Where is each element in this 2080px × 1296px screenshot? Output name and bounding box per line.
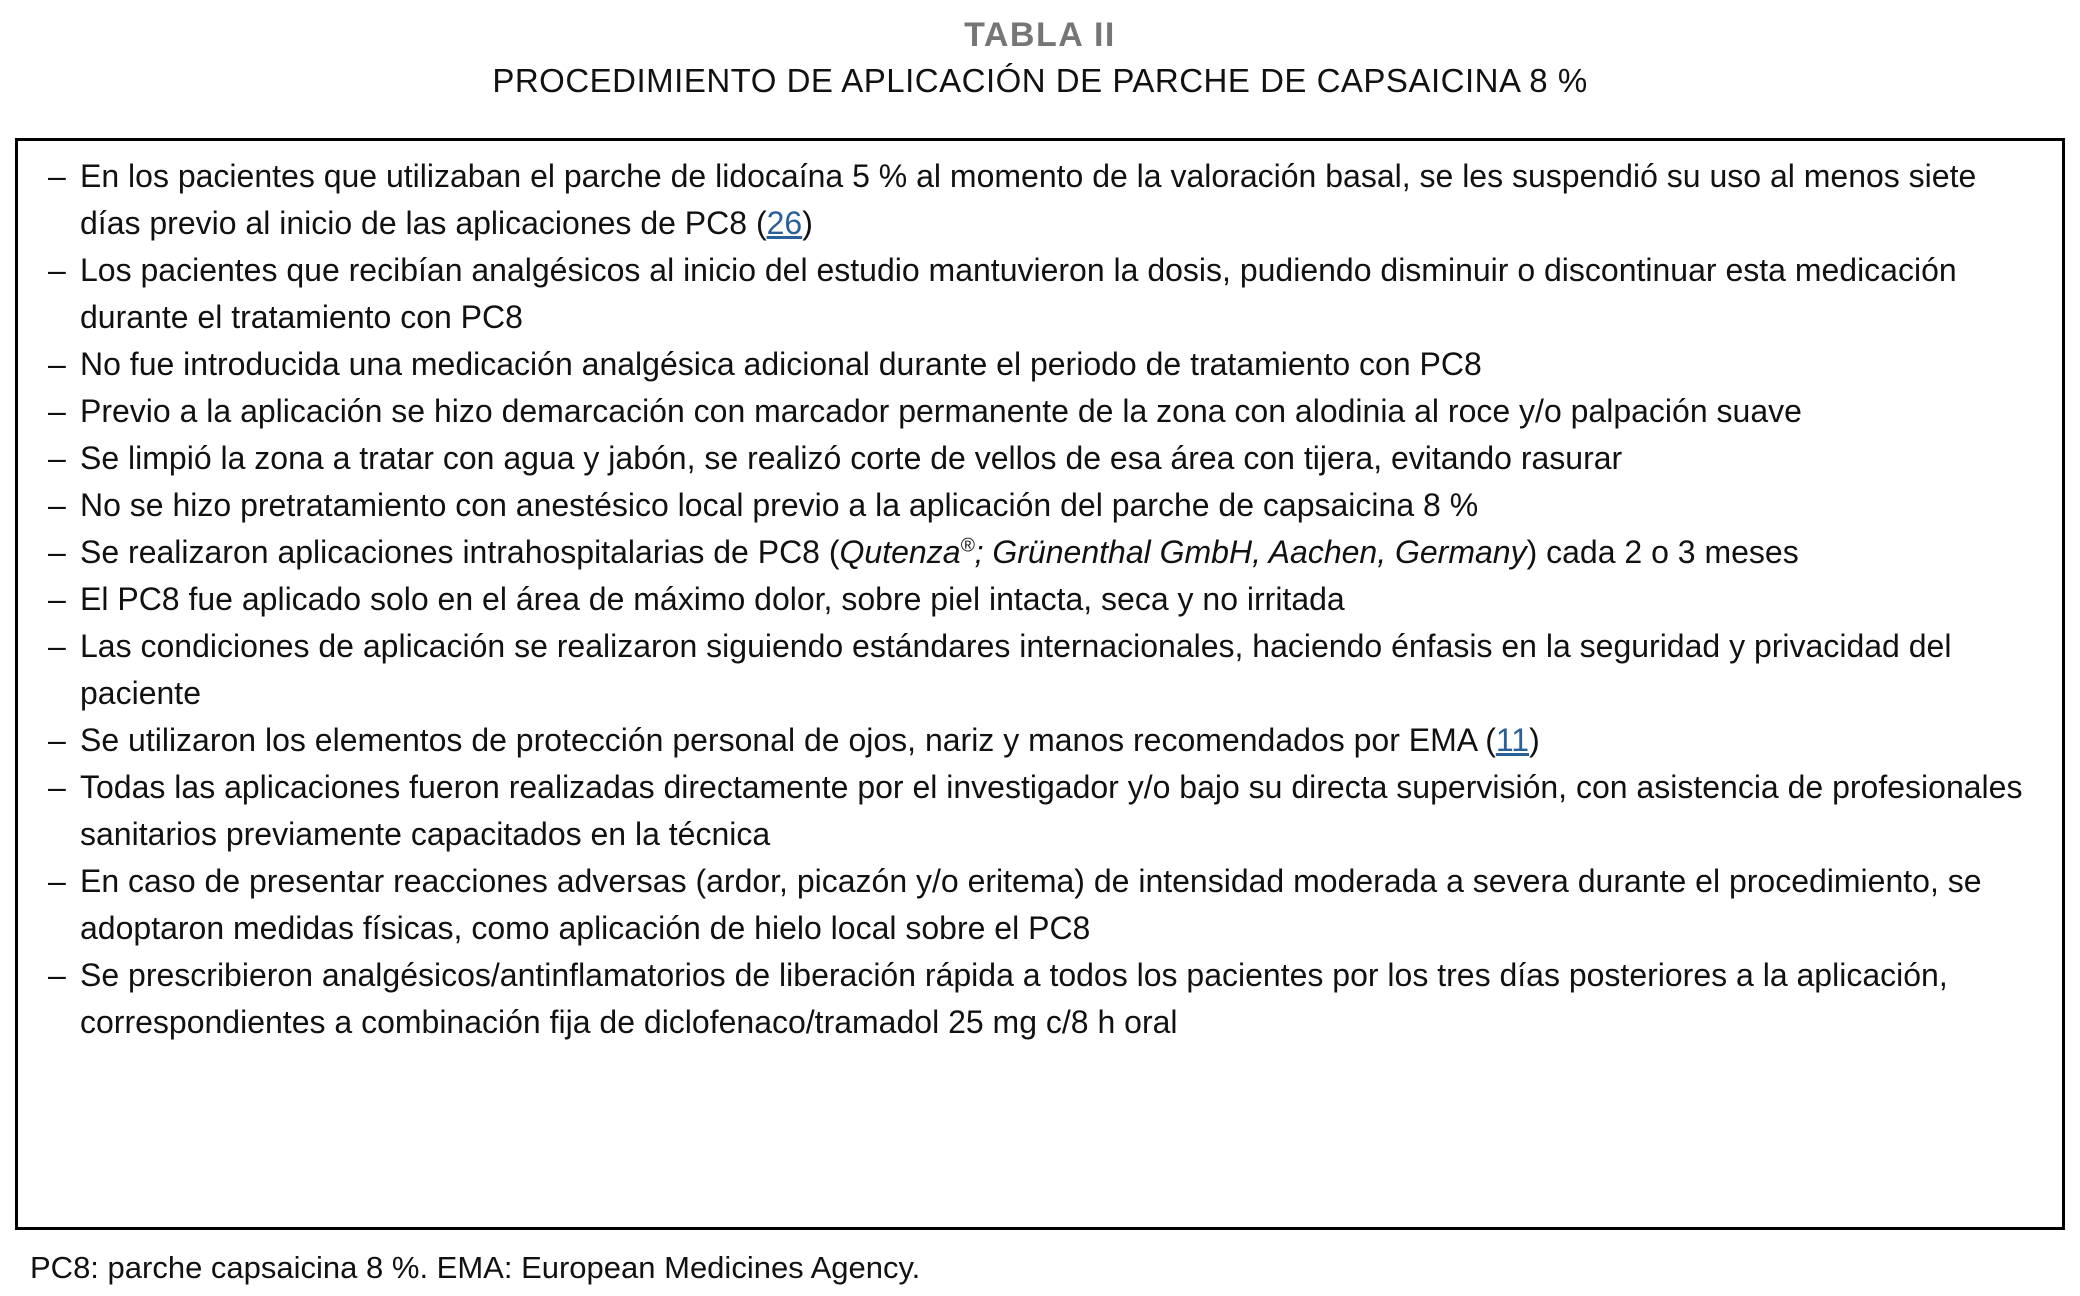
text-segment: El PC8 fue aplicado solo en el área de máximo dolor, sobre piel intacta, seca y no irritada xyxy=(80,581,1345,617)
bullet-dash-icon: – xyxy=(48,440,66,476)
table-row xyxy=(48,153,2036,247)
text-segment: Se realizaron aplicaciones intrahospitalarias de PC8 ( xyxy=(80,534,840,570)
bullet-dash-icon: – xyxy=(48,487,66,523)
procedure-table-box xyxy=(15,138,2065,1230)
table-row xyxy=(48,623,2036,717)
italic-text: Qutenza xyxy=(839,534,961,570)
bullet-dash-icon: – xyxy=(48,863,66,899)
table-header xyxy=(0,0,2080,102)
table-title: TABLA II xyxy=(964,16,1116,54)
text-segment: Los pacientes que recibían analgésicos al inicio del estudio mantuvieron la dosis, pudiendo disminuir o discontinuar esta medicación durante el tratamiento con PC8 xyxy=(80,252,1957,335)
item-text xyxy=(80,623,2036,717)
bullet-dash-icon: – xyxy=(48,957,66,993)
text-segment: En caso de presentar reacciones adversas (ardor, picazón y/o eritema) de intensidad moderada a severa durante el procedimiento, se adoptaron medidas físicas, como aplicación de hielo local sobre el PC8 xyxy=(80,863,1982,946)
table-row xyxy=(48,764,2036,858)
item-text xyxy=(80,153,2036,247)
text-segment: No se hizo pretratamiento con anestésico local previo a la aplicación del parche de capsaicina 8 % xyxy=(80,487,1479,523)
reference-link[interactable]: 26 xyxy=(766,205,803,241)
table-row xyxy=(48,858,2036,952)
bullet-dash-icon: – xyxy=(48,158,66,194)
table-row xyxy=(48,482,2036,529)
table-row xyxy=(48,435,2036,482)
reference-link[interactable]: 11 xyxy=(1495,722,1530,758)
table-subtitle: PROCEDIMIENTO DE APLICACIÓN DE PARCHE DE CAPSAICINA 8 % xyxy=(492,62,1588,99)
table-row xyxy=(48,341,2036,388)
table-row xyxy=(48,247,2036,341)
table-row xyxy=(48,388,2036,435)
item-text xyxy=(80,952,2036,1046)
text-segment: ) xyxy=(802,205,813,241)
text-segment: ) xyxy=(1529,722,1540,758)
text-segment: No fue introducida una medicación analgésica adicional durante el periodo de tratamiento con PC8 xyxy=(80,346,1482,382)
item-text xyxy=(80,576,2036,623)
text-segment: Se prescribieron analgésicos/antinflamatorios de liberación rápida a todos los pacientes por los tres días posteriores a la aplicación, correspondientes a combinación fija de diclofenaco/tramadol 25 mg c/8 h oral xyxy=(80,957,1948,1040)
text-segment: ) cada 2 o 3 meses xyxy=(1526,534,1799,570)
bullet-dash-icon: – xyxy=(48,722,66,758)
text-segment: Previo a la aplicación se hizo demarcación con marcador permanente de la zona con alodinia al roce y/o palpación suave xyxy=(80,393,1802,429)
registered-trademark-symbol: ® xyxy=(960,535,975,557)
item-text xyxy=(80,858,2036,952)
italic-text: ; Grünenthal GmbH, Aachen, Germany xyxy=(974,534,1527,570)
procedure-list xyxy=(48,153,2036,1046)
text-segment: Todas las aplicaciones fueron realizadas directamente por el investigador y/o bajo su directa supervisión, con asistencia de profesionales sanitarios previamente capacitados en la técnica xyxy=(80,769,2023,852)
table-footnote: PC8: parche capsaicina 8 %. EMA: European Medicines Agency. xyxy=(30,1250,921,1285)
bullet-dash-icon: – xyxy=(48,581,66,617)
item-text xyxy=(80,529,2036,576)
text-segment: Se utilizaron los elementos de protección personal de ojos, nariz y manos recomendados por EMA ( xyxy=(80,722,1496,758)
text-segment: Las condiciones de aplicación se realizaron siguiendo estándares internacionales, haciendo énfasis en la seguridad y privacidad del paciente xyxy=(80,628,1952,711)
item-text xyxy=(80,435,2036,482)
item-text xyxy=(80,388,2036,435)
bullet-dash-icon: – xyxy=(48,769,66,805)
text-segment: Se limpió la zona a tratar con agua y jabón, se realizó corte de vellos de esa área con tijera, evitando rasurar xyxy=(80,440,1623,476)
bullet-dash-icon: – xyxy=(48,534,66,570)
item-text xyxy=(80,482,2036,529)
table-row xyxy=(48,529,2036,576)
item-text xyxy=(80,247,2036,341)
text-segment: En los pacientes que utilizaban el parche de lidocaína 5 % al momento de la valoración basal, se les suspendió su uso al menos siete días previo al inicio de las aplicaciones de PC8 ( xyxy=(80,158,1977,241)
bullet-dash-icon: – xyxy=(48,628,66,664)
item-text xyxy=(80,341,2036,388)
bullet-dash-icon: – xyxy=(48,252,66,288)
table-row xyxy=(48,952,2036,1046)
bullet-dash-icon: – xyxy=(48,393,66,429)
item-text xyxy=(80,717,2036,764)
table-row xyxy=(48,576,2036,623)
bullet-dash-icon: – xyxy=(48,346,66,382)
item-text xyxy=(80,764,2036,858)
table-row xyxy=(48,717,2036,764)
